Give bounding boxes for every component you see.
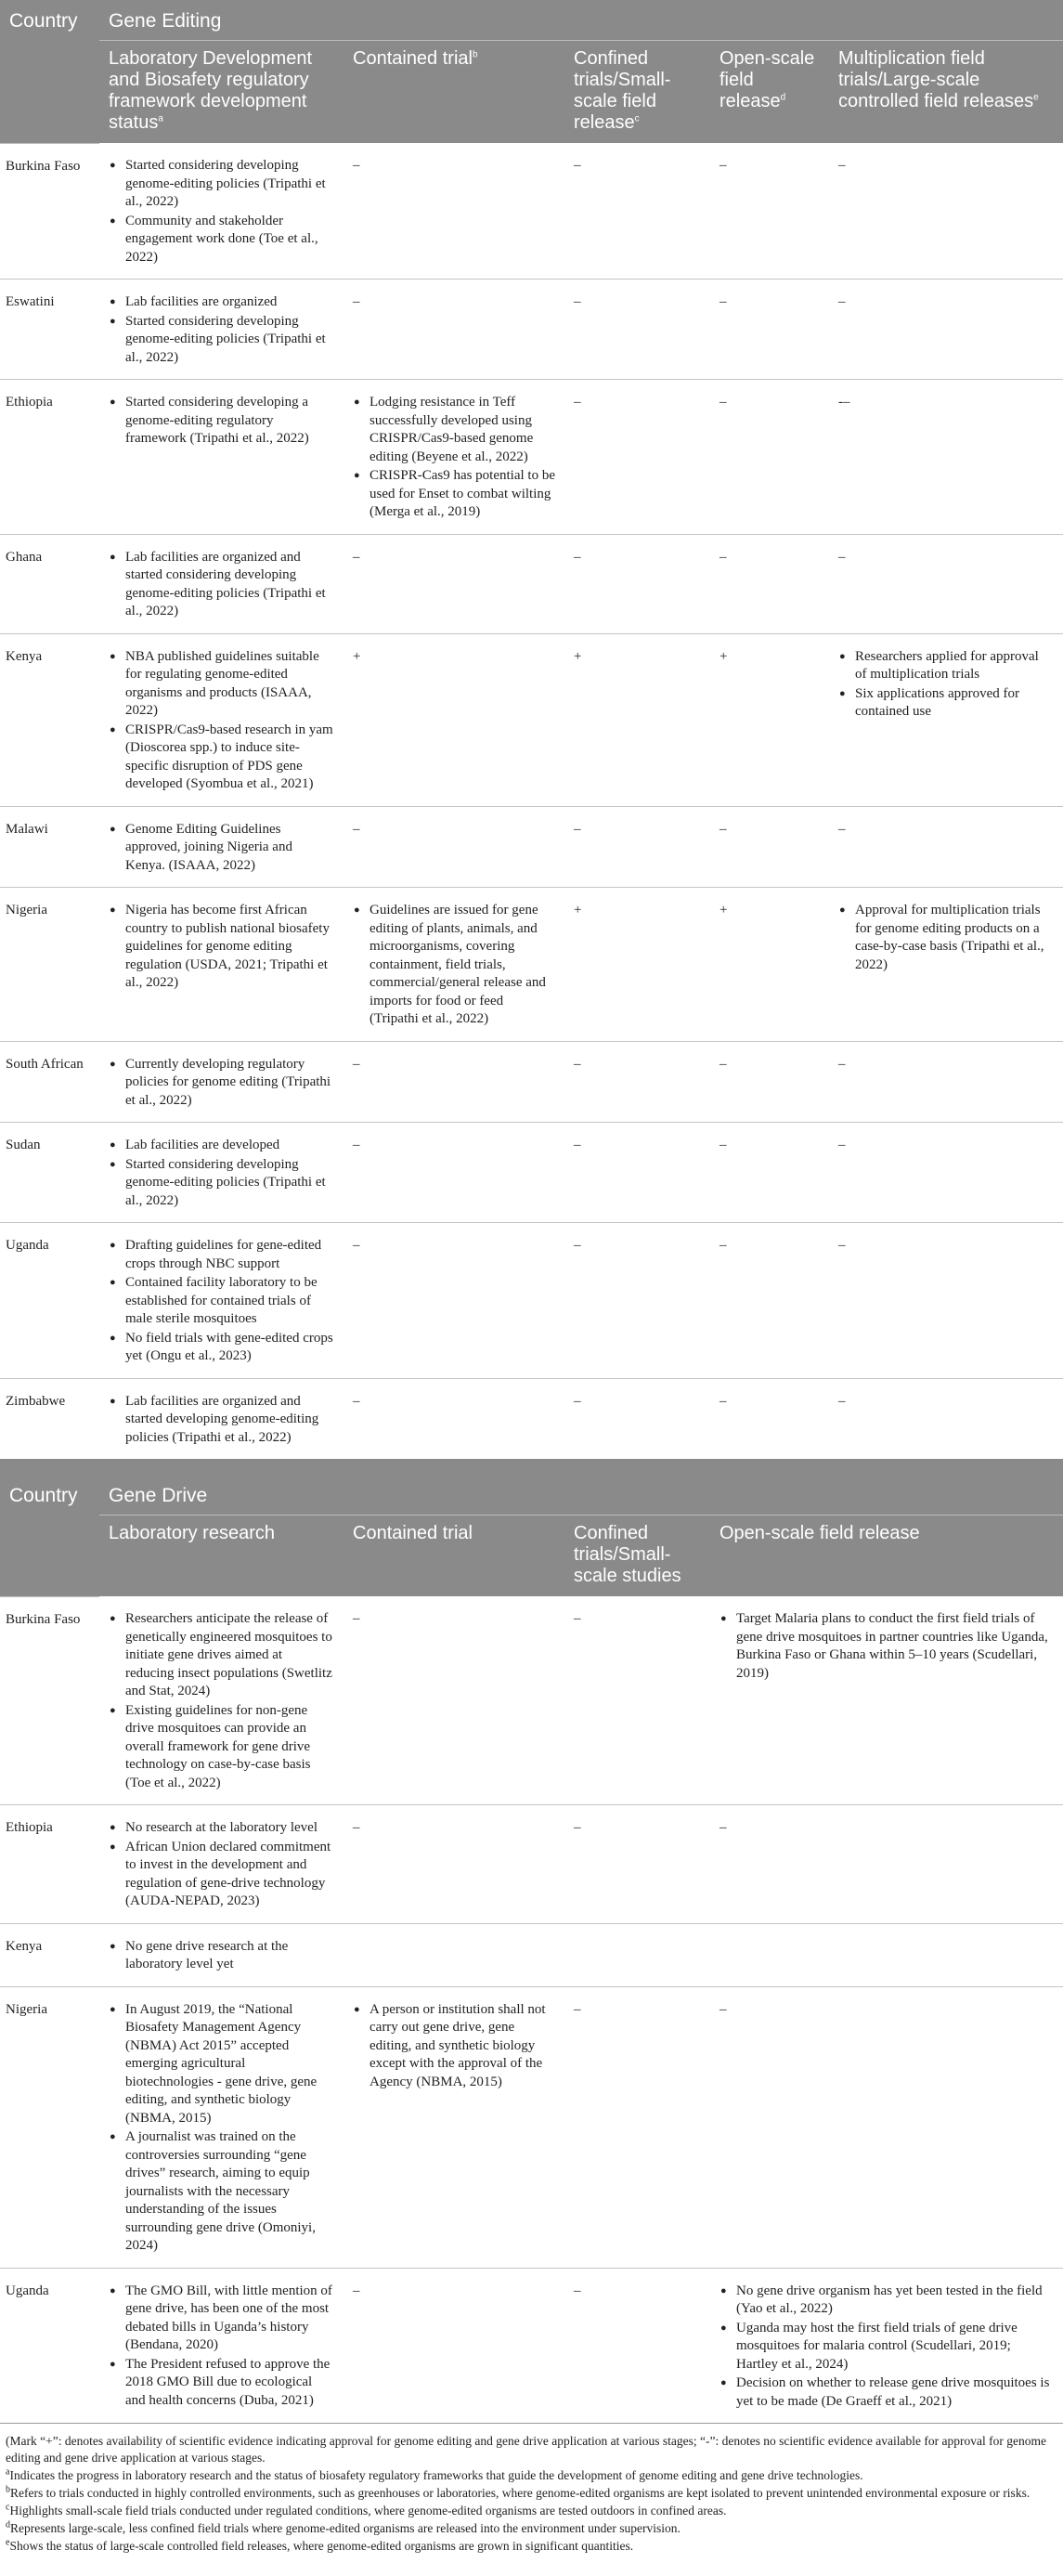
lab-research-cell <box>99 1596 344 1805</box>
country-header: Country <box>0 1459 99 1596</box>
open-release-cell: – <box>710 534 829 633</box>
footnote-mark: a <box>6 2466 10 2478</box>
table-row <box>0 1923 1063 1986</box>
bullet-list <box>719 1610 1054 1683</box>
bullet-item: ● No gene drive research at the laboratory level yet <box>125 1938 334 1974</box>
multiplication-trial-cell: – <box>829 806 1063 888</box>
lab-status-cell <box>99 888 344 1042</box>
footnote-mark: d <box>6 2519 10 2530</box>
bullet-item: ● Currently developing regulatory policies for genome editing (Tripathi et al., 2022) <box>125 1056 334 1111</box>
footnote <box>6 2503 1057 2519</box>
lab-status-cell <box>99 380 344 535</box>
footnote <box>6 2520 1057 2537</box>
open-release-cell: – <box>710 380 829 535</box>
column-header-open: Open-scale field release$^d$ <box>710 41 829 144</box>
country-cell: Nigeria <box>0 1986 99 2268</box>
confined-trial-cell: + <box>564 633 710 806</box>
lab-research-cell <box>99 1923 344 1986</box>
table-row <box>0 1986 1063 2268</box>
contained-trial-cell <box>344 1986 564 2268</box>
bullet-list <box>109 394 334 449</box>
footnote-mark: c <box>6 2502 10 2513</box>
footnote-text: Highlights small-scale field trials conducted under regulated conditions, where genome-edited organisms are tested outdoors in confined areas. <box>9 2504 727 2517</box>
open-release-cell <box>710 1596 1063 1805</box>
bullet-list <box>109 1137 334 1210</box>
country-cell: Burkina Faso <box>6 1611 81 1627</box>
footnote-mark: b <box>6 2484 10 2495</box>
country-cell: Eswatini <box>0 280 99 380</box>
table-row <box>0 380 1063 535</box>
bullet-item: ● Started considering developing genome-editing policies (Tripathi et al., 2022) <box>125 1156 334 1211</box>
lab-status-cell <box>99 633 344 806</box>
column-header-lab: Laboratory Development and Biosafety regulatory framework development status$^a$ <box>99 41 344 144</box>
lab-status-cell <box>99 143 344 280</box>
bullet-item: ● In August 2019, the “National Biosafety Management Agency (NBMA) Act 2015” accepted emerging agricultural biotechnologies - gene drive, gene editing, and synthetic biology (NBMA, 2015) <box>125 2001 334 2128</box>
bullet-item: ● Contained facility laboratory to be established for contained trials of male sterile mosquitoes <box>125 1274 334 1329</box>
bullet-item: ● Six applications approved for contained use <box>855 685 1054 722</box>
footnote <box>6 2485 1057 2502</box>
bullet-item: ● Target Malaria plans to conduct the first field trials of gene drive mosquitoes in partner countries like Uganda, Burkina Faso or Ghana within 5–10 years (Scudellari, 2019) <box>736 1610 1054 1683</box>
multiplication-trial-cell: – <box>838 158 846 173</box>
gene-editing-section-title: Gene Editing <box>99 0 1063 41</box>
bullet-item: ● Lab facilities are organized and started developing genome-editing policies (Tripathi et al., 2022) <box>125 1393 334 1448</box>
bullet-item: ● No field trials with gene-edited crops yet (Ongu et al., 2023) <box>125 1330 334 1366</box>
table-row <box>0 1378 1063 1459</box>
table-row <box>0 280 1063 380</box>
bullet-list <box>109 821 334 876</box>
bullet-item: ● Started considering developing genome-editing policies (Tripathi et al., 2022) <box>125 157 334 212</box>
confined-trial-cell: – <box>564 1805 710 1924</box>
bullet-item: ● Guidelines are issued for gene editing of plants, animals, and microorganisms, covering containment, field trials, commercial/general release and imports for food or feed (Tripathi et al., 2022) <box>369 902 555 1029</box>
footnote <box>6 2467 1057 2484</box>
confined-trial-cell: – <box>574 158 581 173</box>
bullet-list <box>109 157 334 267</box>
bullet-list <box>109 549 334 621</box>
lab-status-cell <box>99 1223 344 1379</box>
table-row <box>0 633 1063 806</box>
open-release-cell: – <box>719 158 727 173</box>
country-cell: Ethiopia <box>0 1805 99 1924</box>
bullet-list <box>109 1819 334 1911</box>
lab-status-cell <box>99 1041 344 1123</box>
bullet-item: ● Started considering developing genome-editing policies (Tripathi et al., 2022) <box>125 313 334 368</box>
country-cell: Sudan <box>0 1123 99 1223</box>
open-release-cell: – <box>710 1805 1063 1924</box>
contained-trial-cell: – <box>344 2268 564 2423</box>
gene-drive-section-title: Gene Drive <box>99 1459 1063 1516</box>
open-release-cell: – <box>710 280 829 380</box>
country-cell: Uganda <box>0 2268 99 2423</box>
bullet-item: ● Uganda may host the first field trials of gene drive mosquitoes for malaria control (Scudellari, 2019; Hartley et al., 2024) <box>736 2320 1054 2374</box>
column-header-contained: Contained trial <box>344 1516 564 1597</box>
bullet-item: ● Drafting guidelines for gene-edited crops through NBC support <box>125 1237 334 1273</box>
bullet-item: ● The GMO Bill, with little mention of gene drive, has been one of the most debated bills in Uganda’s history (Bendana, 2020) <box>125 2283 334 2355</box>
contained-trial-cell: – <box>344 1805 564 1924</box>
open-release-cell: – <box>710 1223 829 1379</box>
lab-status-cell <box>99 1378 344 1459</box>
country-cell: Zimbabwe <box>0 1378 99 1459</box>
column-header-lab-research: Laboratory research <box>99 1516 344 1597</box>
footnote <box>6 2433 1057 2466</box>
table-row <box>0 1123 1063 1223</box>
confined-trial-cell: – <box>564 1223 710 1379</box>
bullet-list <box>353 2001 555 2092</box>
bullet-item: ● Lodging resistance in Teff successfully developed using CRISPR/Cas9-based genome editing (Beyene et al., 2022) <box>369 394 555 466</box>
bullet-item: ● Researchers anticipate the release of genetically engineered mosquitoes to initiate gene drives aimed at reducing insect populations (Swetlitz and Stat, 2024) <box>125 1610 334 1701</box>
lab-status-cell <box>99 1123 344 1223</box>
open-release-cell <box>710 2268 1063 2423</box>
bullet-item: ● Genome Editing Guidelines approved, joining Nigeria and Kenya. (ISAAA, 2022) <box>125 821 334 876</box>
bullet-item: ● NBA published guidelines suitable for regulating genome-edited organisms and products (ISAAA, 2022) <box>125 648 334 721</box>
open-release-cell <box>710 1923 1063 1986</box>
multiplication-trial-cell: – <box>829 280 1063 380</box>
contained-trial-cell: – <box>344 1223 564 1379</box>
bullet-item: ● Lab facilities are developed <box>125 1137 334 1155</box>
bullet-list <box>353 902 555 1029</box>
country-cell: Kenya <box>0 1923 99 1986</box>
bullet-item: ● No gene drive organism has yet been tested in the field (Yao et al., 2022) <box>736 2283 1054 2319</box>
table-footnotes <box>0 2423 1063 2559</box>
contained-trial-cell <box>344 380 564 535</box>
bullet-item: ● No research at the laboratory level <box>125 1819 334 1838</box>
multiplication-trial-cell <box>829 633 1063 806</box>
bullet-item: ● Decision on whether to release gene drive mosquitoes is yet to be made (De Graeff et al., 2021) <box>736 2374 1054 2411</box>
confined-trial-cell: – <box>564 1041 710 1123</box>
footnote-text: Refers to trials conducted in highly controlled environments, such as greenhouses or laboratories, where genome-edited organisms are kept isolated to prevent unintended environmental exposure or risks. <box>10 2486 1031 2500</box>
bullet-list <box>109 2001 334 2256</box>
lab-status-cell <box>99 806 344 888</box>
bullet-item: ● Nigeria has become first African country to publish national biosafety guidelines for genome editing regulation (USDA, 2021; Tripathi et al., 2022) <box>125 902 334 993</box>
footnote-text: Represents large-scale, less confined field trials where genome-edited organisms are released into the environment under supervision. <box>10 2521 681 2535</box>
contained-trial-cell: + <box>344 633 564 806</box>
multiplication-trial-cell: -– <box>829 380 1063 535</box>
contained-trial-cell: – <box>353 1611 360 1626</box>
bullet-item: ● A journalist was trained on the controversies surrounding “gene drives” research, aiming to equip journalists with the necessary understanding of the issues surrounding gene drive (Omoniyi, 2024) <box>125 2128 334 2256</box>
multiplication-trial-cell: – <box>829 1041 1063 1123</box>
confined-trial-cell: – <box>564 280 710 380</box>
lab-status-cell <box>99 534 344 633</box>
open-release-cell: + <box>710 888 829 1042</box>
multiplication-trial-cell: – <box>829 1123 1063 1223</box>
contained-trial-cell: – <box>344 806 564 888</box>
bullet-list <box>109 1938 334 1974</box>
lab-research-cell <box>99 1805 344 1924</box>
multiplication-trial-cell <box>829 888 1063 1042</box>
confined-trial-cell: – <box>564 380 710 535</box>
bullet-item: ● The President refused to approve the 2018 GMO Bill due to ecological and health concerns (Duba, 2021) <box>125 2356 334 2411</box>
table-row <box>0 1596 1063 1805</box>
bullet-item: ● A person or institution shall not carry out gene drive, gene editing, and synthetic biology except with the approval of the Agency (NBMA, 2015) <box>369 2001 555 2092</box>
column-header-multiplication: Multiplication field trials/Large-scale controlled field releases$^e$ <box>829 41 1063 144</box>
column-header-confined: Confined trials/Small-scale field release$^c$ <box>564 41 710 144</box>
gene-editing-rows <box>0 143 1063 1459</box>
table-row <box>0 1805 1063 1924</box>
confined-trial-cell: – <box>564 534 710 633</box>
bullet-item: ● African Union declared commitment to invest in the development and regulation of gene-drive technology (AUDA-NEPAD, 2023) <box>125 1839 334 1911</box>
country-cell: Uganda <box>0 1223 99 1379</box>
lab-research-cell <box>99 1986 344 2268</box>
open-release-cell: – <box>710 1041 829 1123</box>
open-release-cell: – <box>710 1123 829 1223</box>
lab-research-cell <box>99 2268 344 2423</box>
country-cell: South African <box>0 1041 99 1123</box>
bullet-list <box>109 1056 334 1111</box>
bullet-list <box>353 394 555 522</box>
footnote-mark: e <box>6 2537 10 2548</box>
contained-trial-cell: – <box>344 1378 564 1459</box>
gene-drive-rows <box>0 1596 1063 2423</box>
bullet-list <box>109 2283 334 2411</box>
gene-drive-table <box>0 1459 1063 2423</box>
confined-trial-cell: – <box>574 1611 581 1626</box>
lab-status-cell <box>99 280 344 380</box>
open-release-cell: – <box>710 1378 829 1459</box>
country-cell: Nigeria <box>0 888 99 1042</box>
column-header-open: Open-scale field release <box>710 1516 1063 1597</box>
confined-trial-cell: – <box>564 1378 710 1459</box>
contained-trial-cell: – <box>344 534 564 633</box>
multiplication-trial-cell: – <box>829 1223 1063 1379</box>
bullet-item: ● CRISPR/Cas9-based research in yam (Dioscorea spp.) to induce site-specific disruption of PDS gene developed (Syombua et al., 2021) <box>125 722 334 794</box>
confined-trial-cell: + <box>564 888 710 1042</box>
bullet-list <box>109 1610 334 1792</box>
bullet-item: ● Lab facilities are organized <box>125 293 334 312</box>
table-row <box>0 888 1063 1042</box>
contained-trial-cell: – <box>344 280 564 380</box>
open-release-cell: – <box>710 1986 1063 2268</box>
bullet-item: ● CRISPR-Cas9 has potential to be used for Enset to combat wilting (Merga et al., 2019) <box>369 467 555 522</box>
footnote <box>6 2538 1057 2555</box>
table-row <box>0 2268 1063 2423</box>
bullet-item: ● Researchers applied for approval of multiplication trials <box>855 648 1054 684</box>
bullet-list <box>719 2283 1054 2412</box>
column-header-contained: Contained trial$^b$ <box>344 41 564 144</box>
bullet-item: ● Started considering developing a genome-editing regulatory framework (Tripathi et al., 2022) <box>125 394 334 449</box>
table-row <box>0 534 1063 633</box>
country-cell: Ghana <box>0 534 99 633</box>
column-header-confined: Confined trials/Small-scale studies <box>564 1516 710 1597</box>
confined-trial-cell: – <box>564 1986 710 2268</box>
country-header: Country <box>0 0 99 143</box>
multiplication-trial-cell: – <box>829 534 1063 633</box>
country-cell: Ethiopia <box>0 380 99 535</box>
table-row <box>0 806 1063 888</box>
confined-trial-cell <box>564 1923 710 1986</box>
confined-trial-cell: – <box>564 806 710 888</box>
footnote-text: Indicates the progress in laboratory research and the status of biosafety regulatory frameworks that guide the development of genome editing and gene drive technologies. <box>9 2468 863 2482</box>
multiplication-trial-cell: – <box>829 1378 1063 1459</box>
contained-trial-cell: – <box>344 1123 564 1223</box>
table-row <box>0 143 1063 280</box>
bullet-item: ● Community and stakeholder engagement work done (Toe et al., 2022) <box>125 213 334 267</box>
table-row <box>0 1041 1063 1123</box>
contained-trial-cell <box>344 888 564 1042</box>
bullet-list <box>109 293 334 367</box>
bullet-list <box>109 1393 334 1448</box>
bullet-item: ● Existing guidelines for non-gene drive mosquitoes can provide an overall framework for gene drive technology on case-by-case basis (Toe et al., 2022) <box>125 1702 334 1793</box>
bullet-item: ● Lab facilities are organized and started considering developing genome-editing policies (Tripathi et al., 2022) <box>125 549 334 621</box>
bullet-list <box>838 648 1054 722</box>
contained-trial-cell: – <box>353 158 360 173</box>
confined-trial-cell: – <box>564 2268 710 2423</box>
open-release-cell: + <box>710 633 829 806</box>
open-release-cell: – <box>710 806 829 888</box>
bullet-list <box>109 902 334 993</box>
bullet-list <box>109 1237 334 1366</box>
country-cell: Burkina Faso <box>6 158 81 174</box>
contained-trial-cell: – <box>344 1041 564 1123</box>
contained-trial-cell <box>344 1923 564 1986</box>
country-cell: Malawi <box>0 806 99 888</box>
footnote-text: Shows the status of large-scale controlled field releases, where genome-edited organisms are grown in significant quantities. <box>9 2539 634 2553</box>
country-cell: Kenya <box>0 633 99 806</box>
bullet-list <box>109 648 334 794</box>
confined-trial-cell: – <box>564 1123 710 1223</box>
table-row <box>0 1223 1063 1379</box>
bullet-list <box>838 902 1054 974</box>
footnote-text: (Mark “+”: denotes availability of scientific evidence indicating approval for genome editing and gene drive application at various stages; “-”: denotes no scientific evidence available for approval for genome editing and gene drive application at various stages. <box>6 2434 1046 2465</box>
bullet-item: ● Approval for multiplication trials for genome editing products on a case-by-case basis (Tripathi et al., 2022) <box>855 902 1054 974</box>
